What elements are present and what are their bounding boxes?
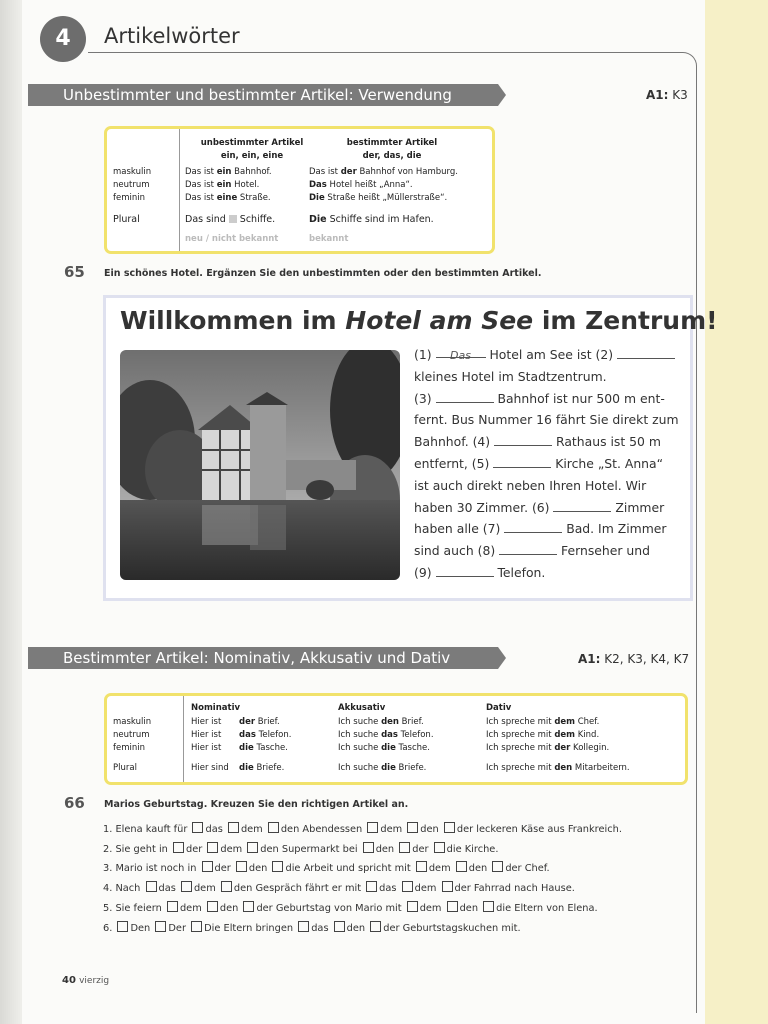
exercise-instruction: Marios Geburtstag. Kreuzen Sie den richtigen Artikel an. <box>104 799 409 810</box>
sentence-text: den Supermarkt bei <box>260 843 361 855</box>
table-cell: Ich suche das Telefon. <box>338 730 434 740</box>
table-cell: Das ist ein Bahnhof. <box>185 167 272 177</box>
table-cell: Ich spreche mit dem Chef. <box>486 717 600 727</box>
article-checkbox[interactable] <box>243 901 254 912</box>
table-cell: die Briefe. <box>239 763 285 773</box>
article-checkbox[interactable] <box>192 822 203 833</box>
table-cell: die Tasche. <box>239 743 288 753</box>
answer-blank[interactable] <box>499 542 557 555</box>
row-label: Plural <box>113 214 140 225</box>
article-checkbox[interactable] <box>167 901 178 912</box>
table-cell: der Brief. <box>239 717 280 727</box>
answer-blank[interactable] <box>436 564 494 577</box>
article-checkbox[interactable] <box>191 921 202 932</box>
row-label: feminin <box>113 743 145 753</box>
sentence-text: die Kirche. <box>446 843 499 855</box>
cloze-line: Bahnhof. (4) Rathaus ist 50 m <box>414 434 661 450</box>
sentence-text: die Arbeit und spricht mit <box>285 863 414 875</box>
article-checkbox[interactable] <box>146 881 157 892</box>
table-cell: Das sind Schiffe. <box>185 214 276 225</box>
sentence-text: den <box>420 824 442 835</box>
sentence-text: dem <box>380 824 406 835</box>
sentence-text: das <box>311 922 332 934</box>
article-checkbox[interactable] <box>483 901 494 912</box>
hotel-headline: Willkommen im Hotel am See im Zentrum! <box>120 306 718 335</box>
cloze-text <box>414 344 684 584</box>
sentence-text: den <box>346 922 369 934</box>
sentence-text: 4. Nach <box>103 883 144 895</box>
table-cell: Die Schiffe sind im Hafen. <box>309 214 434 225</box>
article-checkbox[interactable] <box>272 861 283 872</box>
section-heading-cases: Bestimmter Artikel: Nominativ, Akkusativ und Dativ <box>28 647 498 669</box>
article-checkbox[interactable] <box>173 842 184 853</box>
article-checkbox[interactable] <box>492 861 503 872</box>
article-checkbox[interactable] <box>402 881 413 892</box>
sentence-line <box>103 919 622 939</box>
cloze-line: ist auch direkt neben Ihren Hotel. Wir <box>414 477 647 493</box>
sentence-line <box>103 899 622 919</box>
sentence-text: der <box>186 843 206 855</box>
table-cell: Ich spreche mit der Kollegin. <box>486 743 610 753</box>
table-cell: Das ist ein Hotel. <box>185 180 260 190</box>
article-checkbox[interactable] <box>236 861 247 872</box>
answer-blank[interactable] <box>494 433 552 446</box>
exercise-number: 66 <box>64 794 85 812</box>
cloze-line: entfernt, (5) Kirche „St. Anna“ <box>414 455 664 471</box>
article-checkbox[interactable] <box>117 921 128 932</box>
answer-blank[interactable] <box>493 455 551 468</box>
cloze-line: sind auch (8) Fernseher und <box>414 543 651 559</box>
row-label: neutrum <box>113 730 150 740</box>
sentence-text: den <box>248 863 271 875</box>
article-checkbox[interactable] <box>367 822 378 833</box>
col-forms-definite: der, das, die <box>362 151 422 161</box>
article-checkbox[interactable] <box>181 881 192 892</box>
article-checkbox[interactable] <box>407 822 418 833</box>
col-header-definite: bestimmter Artikel <box>346 138 438 148</box>
sentence-text: den Gespräch fährt er mit <box>233 883 365 895</box>
sentence-text: 3. Mario ist noch in <box>103 863 200 875</box>
sentence-text: 6. <box>103 922 116 934</box>
sentence-line <box>103 879 622 899</box>
sentence-text: 2. Sie geht in <box>103 843 171 855</box>
cloze-line: haben alle (7) Bad. Im Zimmer <box>414 521 667 537</box>
col-header-nominative: Nominativ <box>191 703 241 713</box>
hotel-photo <box>120 350 400 580</box>
article-checkbox[interactable] <box>416 861 427 872</box>
cloze-line: (3) Bahnhof ist nur 500 m ent- <box>414 390 665 406</box>
row-label: maskulin <box>113 717 152 727</box>
table-cell: Hier ist <box>191 743 222 753</box>
table-cell: Das Hotel heißt „Anna“. <box>309 180 413 190</box>
table-divider <box>183 696 184 782</box>
sentence-text: die Eltern von Elena. <box>496 902 598 914</box>
table-cell: Das ist der Bahnhof von Hamburg. <box>309 167 458 177</box>
sentence-text: dem <box>179 902 205 914</box>
grammar-table-article-usage <box>104 126 495 254</box>
sentence-text: den <box>459 902 482 914</box>
table-cell: Hier sind <box>191 763 229 773</box>
sentence-text: dem <box>419 902 445 914</box>
sentence-text: der Fahrrad nach Hause. <box>454 883 575 895</box>
row-label: maskulin <box>113 167 152 177</box>
table-cell: Ich suche die Tasche. <box>338 743 430 753</box>
sentence-line <box>103 859 622 879</box>
article-checkbox[interactable] <box>298 921 309 932</box>
exercise-number: 65 <box>64 263 85 281</box>
row-label: neutrum <box>113 180 150 190</box>
sentence-text: das <box>205 824 226 835</box>
cloze-line: kleines Hotel im Stadtzentrum. <box>414 368 607 384</box>
table-cell: Ich spreche mit den Mitarbeitern. <box>486 763 630 773</box>
sentence-text: dem <box>414 883 440 895</box>
cloze-line: fernt. Bus Nummer 16 fährt Sie direkt zum <box>414 412 679 428</box>
table-cell: Hier ist <box>191 717 222 727</box>
sentence-text: den Abendessen <box>280 824 366 835</box>
checkbox-sentences <box>103 820 622 938</box>
article-checkbox[interactable] <box>366 881 377 892</box>
article-checkbox[interactable] <box>268 822 279 833</box>
col-header-indefinite: unbestimmter Artikel <box>200 138 304 148</box>
table-cell: Die Straße heißt „Müllerstraße“. <box>309 193 448 203</box>
article-checkbox[interactable] <box>447 901 458 912</box>
sentence-text: dem <box>220 843 246 855</box>
row-label: Plural <box>113 763 137 773</box>
article-checkbox[interactable] <box>334 921 345 932</box>
sentence-text: 1. Elena kauft für <box>103 824 191 835</box>
page-gutter-shadow <box>0 0 22 1024</box>
article-checkbox[interactable] <box>434 842 445 853</box>
sentence-text: das <box>379 883 400 895</box>
sentence-text: das <box>158 883 179 895</box>
article-checkbox[interactable] <box>207 901 218 912</box>
gap-placeholder <box>229 215 237 223</box>
table-cell: Ich suche die Briefe. <box>338 763 427 773</box>
cloze-line: haben 30 Zimmer. (6) Zimmer <box>414 499 665 515</box>
page-edge-strip <box>705 0 768 1024</box>
article-checkbox[interactable] <box>370 921 381 932</box>
filled-answer-blank: Das <box>436 345 486 358</box>
sentence-text: der leckeren Käse aus Frankreich. <box>456 824 622 835</box>
article-checkbox[interactable] <box>407 901 418 912</box>
answer-blank[interactable] <box>553 499 611 512</box>
note-unknown: neu / nicht bekannt <box>185 234 279 244</box>
sentence-text: der Geburtstag von Mario mit <box>256 902 405 914</box>
answer-blank[interactable] <box>436 390 494 403</box>
article-checkbox[interactable] <box>221 881 232 892</box>
sentence-text: der Chef. <box>505 863 550 875</box>
article-checkbox[interactable] <box>247 842 258 853</box>
article-checkbox[interactable] <box>399 842 410 853</box>
answer-blank[interactable] <box>504 520 562 533</box>
table-cell: das Telefon. <box>239 730 292 740</box>
article-checkbox[interactable] <box>442 881 453 892</box>
article-checkbox[interactable] <box>456 861 467 872</box>
section-heading-usage: Unbestimmter und bestimmter Artikel: Verwendung <box>28 84 498 106</box>
sentence-text: Der <box>168 922 190 934</box>
sentence-text: Die Eltern bringen <box>204 922 297 934</box>
sentence-text: den <box>219 902 242 914</box>
note-known: bekannt <box>309 234 349 244</box>
sentence-text: Den <box>130 922 154 934</box>
sentence-text: 5. Sie feiern <box>103 902 165 914</box>
article-checkbox[interactable] <box>228 822 239 833</box>
article-checkbox[interactable] <box>155 921 166 932</box>
article-checkbox[interactable] <box>363 842 374 853</box>
sentence-text: dem <box>240 824 266 835</box>
table-cell: Hier ist <box>191 730 222 740</box>
table-cell: Ich suche den Brief. <box>338 717 424 727</box>
exercise-instruction: Ein schönes Hotel. Ergänzen Sie den unbestimmten oder den bestimmten Artikel. <box>104 268 542 279</box>
cloze-line: (9) Telefon. <box>414 564 546 580</box>
page-footer: 40 vierzig <box>62 975 110 986</box>
sentence-text: den <box>468 863 491 875</box>
col-header-accusative: Akkusativ <box>338 703 386 713</box>
sentence-text: der <box>412 843 432 855</box>
article-checkbox[interactable] <box>202 861 213 872</box>
sentence-text: dem <box>428 863 454 875</box>
table-divider <box>179 129 180 251</box>
article-checkbox[interactable] <box>207 842 218 853</box>
col-forms-indefinite: ein, ein, eine <box>220 151 284 161</box>
cloze-line: (1) Das Hotel am See ist (2) <box>414 344 684 366</box>
sentence-text: den <box>375 843 398 855</box>
article-checkbox[interactable] <box>444 822 455 833</box>
level-reference: A1: K2, K3, K4, K7 <box>578 652 690 666</box>
sentence-text: der Geburtstagskuchen mit. <box>383 922 521 934</box>
hotel-text-box <box>103 295 718 601</box>
table-cell: Das ist eine Straße. <box>185 193 271 203</box>
table-cell: Ich spreche mit dem Kind. <box>486 730 600 740</box>
chapter-number-badge: 4 <box>40 16 86 62</box>
row-label: feminin <box>113 193 145 203</box>
grammar-table-cases <box>104 693 688 785</box>
sentence-line <box>103 840 622 860</box>
level-reference: A1: K3 <box>646 88 688 102</box>
sentence-text: dem <box>193 883 219 895</box>
sentence-line <box>103 820 622 840</box>
col-header-dative: Dativ <box>486 703 512 713</box>
answer-blank[interactable] <box>617 346 675 359</box>
sentence-text: der <box>214 863 234 875</box>
chapter-title: Artikelwörter <box>104 24 240 48</box>
